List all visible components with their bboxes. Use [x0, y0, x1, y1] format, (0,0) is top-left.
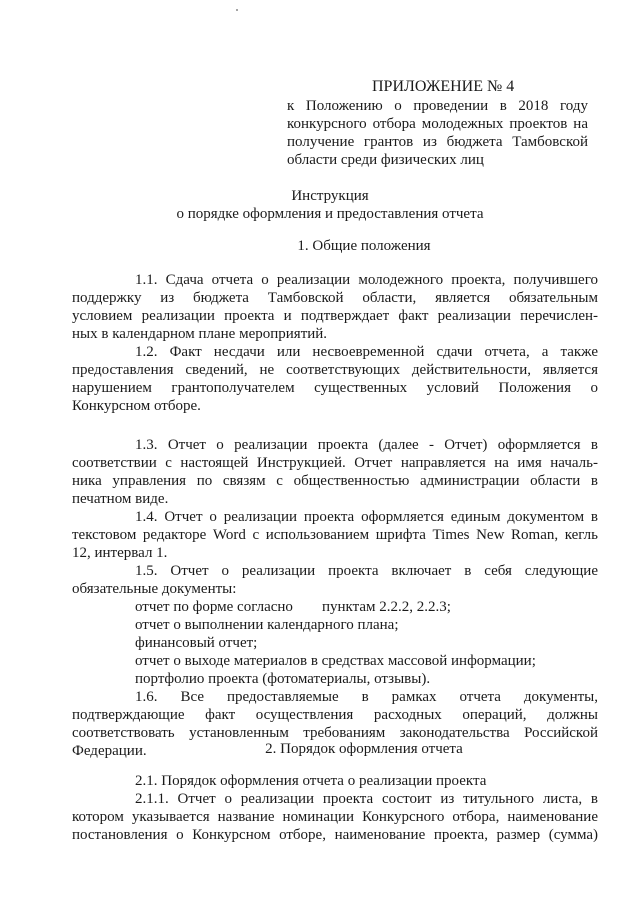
paragraph-line: 1.6. Все предоставляемые в рамках отчета документы, — [135, 689, 598, 705]
paragraph-line: ника управления по связям с общественностью администрации области в — [72, 473, 598, 489]
paragraph-line: 2.1.1. Отчет о реализации проекта состоит из титульного листа, в — [135, 791, 598, 807]
paragraph-line: предоставления сведений, не соответствующих действительности, является — [72, 362, 598, 378]
section2-heading: 2. Порядок оформления отчета — [265, 741, 463, 757]
paragraph-line: подтверждающие факт осуществления расходных операций, должны — [72, 707, 598, 723]
list-item: финансовый отчет; — [135, 635, 258, 651]
paragraph-line: 1.2. Факт несдачи или несвоевременной сдачи отчета, а также — [135, 344, 598, 360]
paragraph-line: Федерации. — [72, 743, 147, 759]
list-item: отчет о выходе материалов в средствах массовой информации; — [135, 653, 536, 669]
paragraph-line: условием реализации проекта и подтверждает факт реализации перечислен- — [72, 308, 598, 324]
paragraph-line: 1.5. Отчет о реализации проекта включает в себя следующие — [135, 563, 598, 579]
paragraph-line: печатном виде. — [72, 491, 169, 507]
list-item: отчет по форме согласно — [135, 599, 293, 615]
paragraph-line: котором указывается название номинации Конкурсного отбора, наименование — [72, 809, 598, 825]
paragraph-line: ных в календарном плане мероприятий. — [72, 326, 328, 342]
list-item: портфолио проекта (фотоматериалы, отзывы). — [135, 671, 431, 687]
appendix-ref-line-4: области среди физических лиц — [287, 152, 484, 168]
paragraph-line: текстовом редакторе Word с использованием шрифта Times New Roman, кегль — [72, 527, 598, 543]
appendix-ref-line-2: конкурсного отбора молодежных проектов на — [287, 116, 588, 132]
appendix-ref-line-3: получение грантов из бюджета Тамбовской — [287, 134, 588, 150]
paragraph-line: 12, интервал 1. — [72, 545, 168, 561]
list-item: отчет о выполнении календарного плана; — [135, 617, 399, 633]
paragraph-line: 1.1. Сдача отчета о реализации молодежного проекта, получившего — [135, 272, 598, 288]
section1-heading: 1. Общие положения — [297, 238, 431, 254]
scan-speck — [236, 9, 238, 11]
paragraph-line: 2.1. Порядок оформления отчета о реализации проекта — [135, 773, 487, 789]
paragraph-line: обязательные документы: — [72, 581, 237, 597]
paragraph-line: поддержку из бюджета Тамбовской области, является обязательным — [72, 290, 598, 306]
paragraph-line: постановления о Конкурсном отборе, наименование проекта, размер (сумма) — [72, 827, 598, 843]
appendix-title: ПРИЛОЖЕНИЕ № 4 — [372, 78, 515, 95]
doc-title-line-2: о порядке оформления и предоставления отчета — [176, 206, 484, 222]
paragraph-line: соответствии с настоящей Инструкцией. Отчет направляется на имя началь- — [72, 455, 598, 471]
paragraph-line: 1.3. Отчет о реализации проекта (далее - Отчет) оформляется в — [135, 437, 598, 453]
appendix-ref-line-1: к Положению о проведении в 2018 году — [287, 98, 588, 114]
paragraph-line: нарушением грантополучателем существенных условий Положения о — [72, 380, 598, 396]
doc-title-line-1: Инструкция — [291, 188, 369, 204]
paragraph-line: Конкурсном отборе. — [72, 398, 201, 414]
paragraph-line: 1.4. Отчет о реализации проекта оформляется единым документом в — [135, 509, 598, 525]
paragraph-line: соответствовать установленным требованиям законодательства Российской — [72, 725, 598, 741]
list-item-continuation: пунктам 2.2.2, 2.2.3; — [322, 599, 451, 615]
